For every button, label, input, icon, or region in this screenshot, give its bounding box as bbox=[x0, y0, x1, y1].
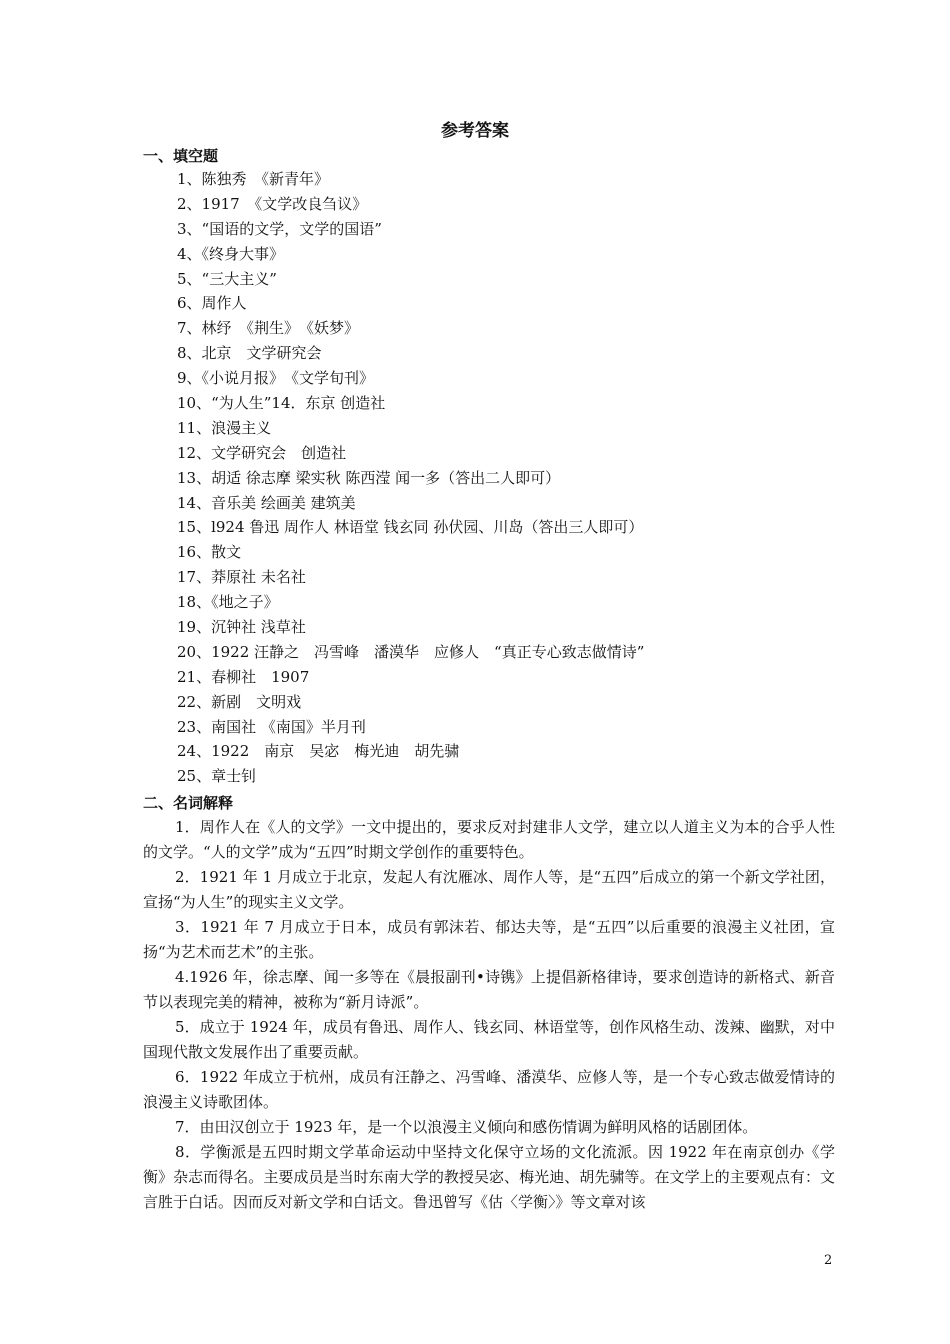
definition-paragraph: 2．1921 年 1 月成立于北京，发起人有沈雁冰、周作人等，是“五四”后成立的第一个新文学社团，宣扬“为人生”的现实主义文学。 bbox=[143, 868, 835, 911]
list-item: 12、文学研究会 创造社 bbox=[177, 443, 347, 462]
list-item: 10、“为人生”14．东京 创造社 bbox=[177, 394, 386, 413]
definition-paragraph: 7．由田汉创立于 1923 年，是一个以浪漫主义倾向和感伤情调为鲜明风格的话剧团体。 bbox=[175, 1118, 758, 1136]
list-item: 17、莽原社 未名社 bbox=[177, 568, 306, 587]
list-item: 1、陈独秀 《新青年》 bbox=[177, 170, 330, 188]
definition-paragraph: 4.1926 年，徐志摩、闻一多等在《晨报副刊•诗镌》上提倡新格律诗，要求创造诗的新格式、新音节以表现完美的精神，被称为“新月诗派”。 bbox=[143, 968, 835, 1011]
definition-paragraph: 3．1921 年 7 月成立于日本，成员有郭沫若、郁达夫等，是“五四”以后重要的浪漫主义社团，宣扬“为艺术而艺术”的主张。 bbox=[143, 918, 835, 961]
section-heading-fill-in-blanks: 一、填空题 bbox=[143, 147, 219, 165]
definition-paragraph: 8．学衡派是五四时期文学革命运动中坚持文化保守立场的文化流派。因 1922 年在南京创办《学衡》杂志而得名。主要成员是当时东南大学的教授吴宓、梅光迪、胡先骕等。在文学上的主要观点有：文言胜于白话。因而反对新文学和白话文。鲁迅曾写《估〈学衡〉》等文章对该 bbox=[143, 1143, 835, 1211]
list-item: 23、南国社 《南国》半月刊 bbox=[177, 717, 366, 736]
list-item: 22、新剧 文明戏 bbox=[177, 692, 302, 711]
list-item: 6、周作人 bbox=[177, 294, 247, 313]
list-item: 11、浪漫主义 bbox=[177, 418, 272, 437]
list-item: 21、春柳社 1907 bbox=[177, 667, 310, 686]
list-item: 20、1922 汪静之 冯雪峰 潘漠华 应修人 “真正专心致志做情诗” bbox=[177, 642, 645, 661]
list-item: 9、《小说月报》 《文学旬刊》 bbox=[177, 369, 375, 388]
page-number: 2 bbox=[824, 1253, 833, 1268]
list-item: 18、《地之子》 bbox=[177, 593, 279, 612]
definition-paragraph: 6．1922 年成立于杭州，成员有汪静之、冯雪峰、潘漠华、应修人等，是一个专心致志做爱情诗的浪漫主义诗歌团体。 bbox=[143, 1068, 835, 1111]
definition-paragraph: 1．周作人在《人的文学》一文中提出的，要求反对封建非人文学，建立以人道主义为本的合乎人性的文学。“人的文学”成为“五四”时期文学创作的重要特色。 bbox=[143, 818, 835, 861]
list-item: 19、沉钟社 浅草社 bbox=[177, 618, 306, 637]
list-item: 14、音乐美 绘画美 建筑美 bbox=[177, 493, 356, 512]
list-item: 15、l924 鲁迅 周作人 林语堂 钱玄同 孙伏园、川岛（答出三人即可） bbox=[177, 518, 644, 537]
answer-list bbox=[177, 167, 644, 789]
list-item: 5、“三大主义” bbox=[177, 269, 277, 288]
definitions bbox=[143, 815, 835, 1215]
list-item: 24、1922 南京 吴宓 梅光迪 胡先骕 bbox=[177, 742, 460, 761]
list-item: 16、散文 bbox=[177, 543, 242, 562]
page-title: 参考答案 bbox=[441, 121, 509, 141]
list-item: 13、胡适 徐志摩 梁实秋 陈西滢 闻一多（答出二人即可） bbox=[177, 468, 561, 487]
list-item: 4、《终身大事》 bbox=[177, 244, 285, 263]
list-item: 2、1917 《文学改良刍议》 bbox=[177, 194, 368, 213]
list-item: 25、章士钊 bbox=[177, 767, 257, 786]
definition-paragraph: 5．成立于 1924 年，成员有鲁迅、周作人、钱玄同、林语堂等，创作风格生动、泼辣、幽默，对中国现代散文发展作出了重要贡献。 bbox=[143, 1018, 835, 1061]
section-heading-term-explanation: 二、名词解释 bbox=[143, 794, 234, 812]
list-item: 3、“国语的文学，文学的国语” bbox=[177, 219, 382, 238]
list-item: 7、林纾 《荆生》 《妖梦》 bbox=[177, 319, 360, 338]
list-item: 8、北京 文学研究会 bbox=[177, 344, 322, 363]
